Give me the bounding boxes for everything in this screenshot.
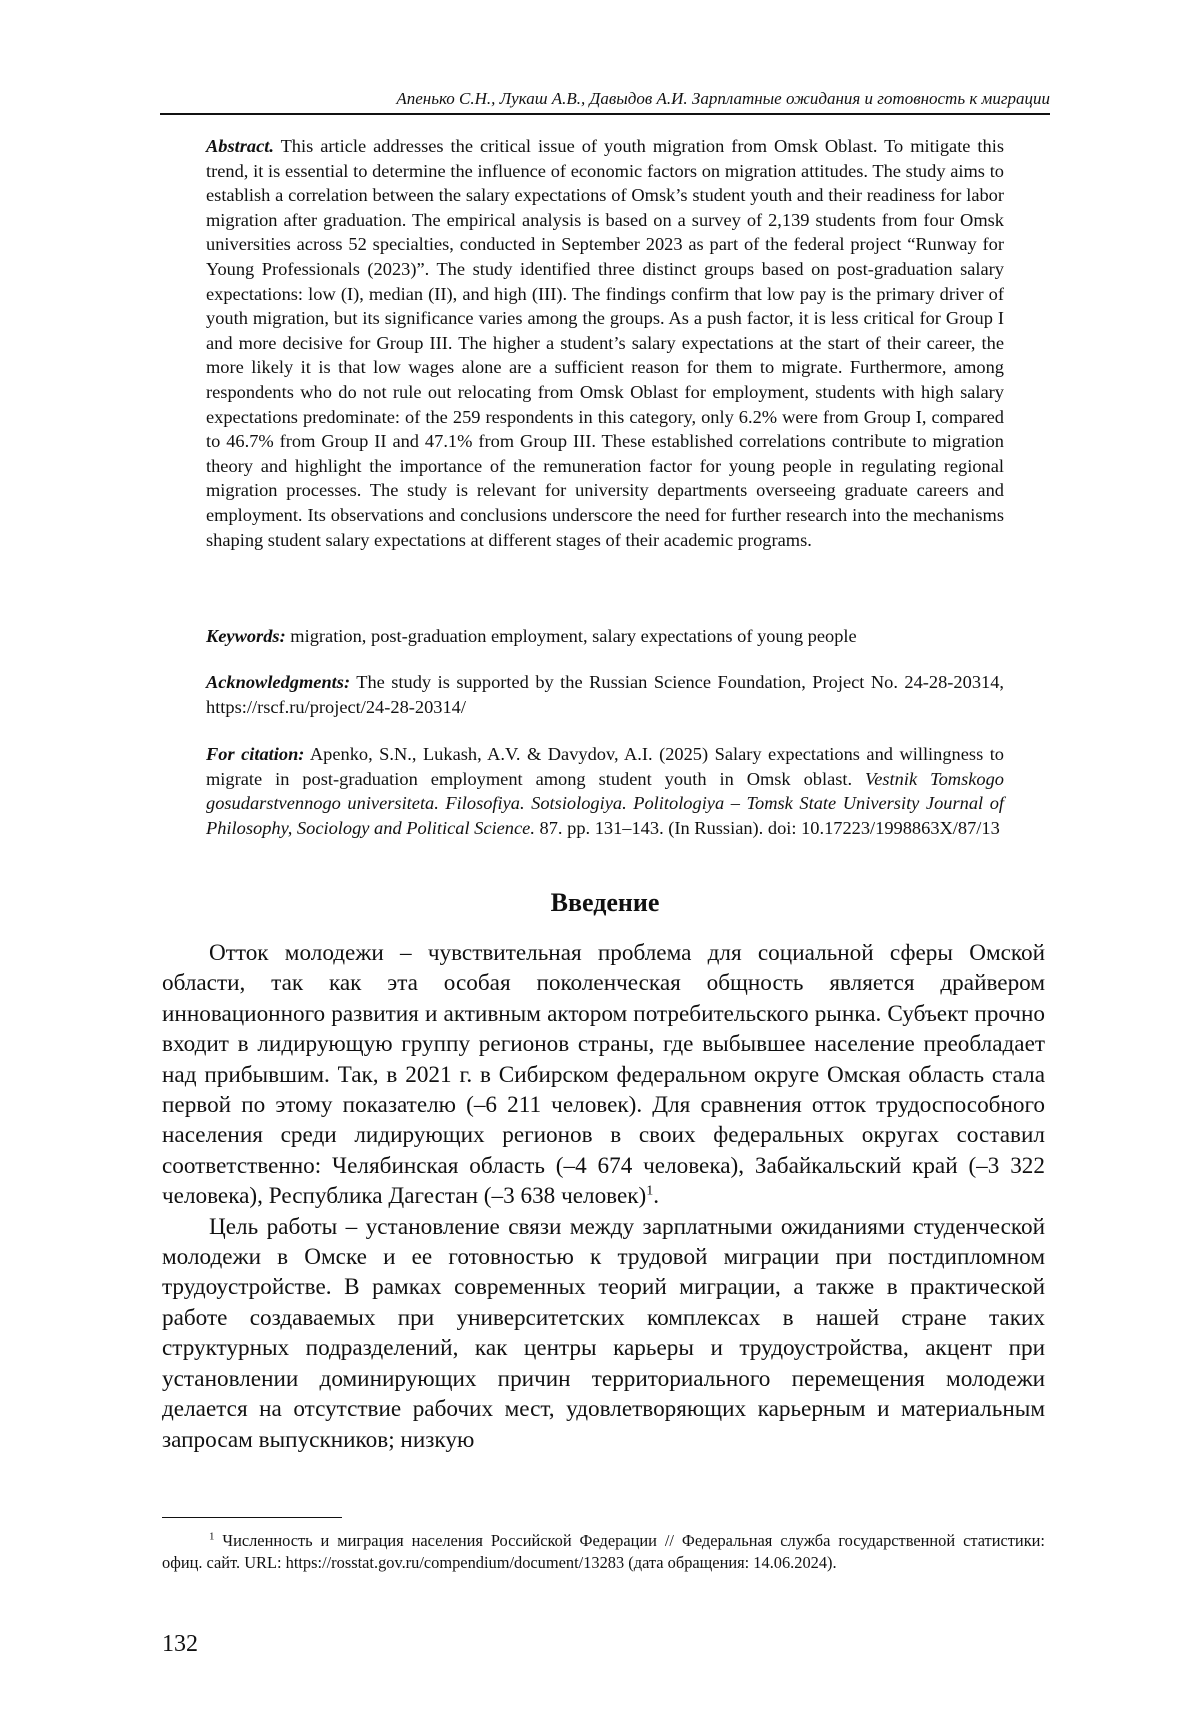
section-title: Введение	[550, 888, 660, 917]
citation-lead: Apenko, S.N., Lukash, A.V. & Davydov, A.I. (2025) Salary expectations and willingness to migrate in post-graduation employment among student youth in Omsk oblast.	[206, 744, 1004, 789]
body-paragraph-1-end: .	[653, 1183, 660, 1210]
running-head: Апенько С.Н., Лукаш А.В., Давыдов А.И. Зарплатные ожидания и готовность к миграции	[396, 89, 1050, 108]
keywords-text: migration, post-graduation employment, salary expectations of young people	[290, 626, 857, 646]
footnote-reference[interactable]: 1	[646, 1183, 654, 1199]
acknowledgments-label: Acknowledgments:	[206, 672, 351, 692]
footnote	[162, 1530, 1045, 1574]
citation-tail: 87. pp. 131–143. (In Russian). doi: 10.17223/1998863X/87/13	[539, 817, 1000, 838]
citation-journal: Vestnik Tomskogo gosudarstvennogo universiteta. Filosofiya. Sotsiologiya. Politologiya – Tomsk State University Journal of Philosophy, Sociology and Political Science.	[206, 768, 1004, 838]
body-text	[162, 938, 1045, 1455]
citation-paragraph	[206, 742, 1004, 840]
abstract-block	[206, 134, 1004, 552]
keywords-paragraph	[206, 624, 1004, 649]
acknowledgments-paragraph	[206, 670, 1004, 719]
keywords-label: Keywords:	[206, 626, 286, 646]
citation-block	[206, 742, 1004, 840]
footnote-mark: 1	[209, 1530, 215, 1543]
page-number: 132	[162, 1631, 198, 1657]
acknowledgments-block	[206, 670, 1004, 719]
footnote-text: Численность и миграция населения Российской Федерации // Федеральная служба государственной статистики: офиц. сайт. URL: https://rosstat.gov.ru/compendium/document/13283 (дата обращения: 14.06.2024).	[162, 1531, 1045, 1572]
citation-label: For citation:	[206, 744, 305, 764]
body-paragraph-1-text: Отток молодежи – чувствительная проблема для социальной сферы Омской области, так как эта особая поколенческая общность является драйвером инновационного развития и активным актором потребительского рынка. Субъект прочно входит в лидирующую группу регионов страны, где выбывшее население преобладает над прибывшим. Так, в 2021 г. в Сибирском федеральном округе Омская область стала первой по этому показателю (–6 211 человек). Для сравнения отток трудоспособного населения среди лидирующих регионов в своих федеральных округах составил соответственно: Челябинская область (–4 674 человека), Забайкальский край (–3 322 человека), Республика Дагестан (–3 638 человек)	[162, 940, 1045, 1210]
keywords-block	[206, 624, 1004, 649]
abstract-text: This article addresses the critical issue of youth migration from Omsk Oblast. To mitigate this trend, it is essential to determine the influence of economic factors on migration attitudes. The study aims to establish a correlation between the salary expectations of Omsk’s student youth and their readiness for labor migration after graduation. The empirical analysis is based on a survey of 2,139 students from four Omsk universities across 52 specialties, conducted in September 2023 as part of the federal project “Runway for Young Professionals (2023)”. The study identified three distinct groups based on post-graduation salary expectations: low (I), median (II), and high (III). The findings confirm that low pay is the primary driver of youth migration, but its significance varies among the groups. As a push factor, it is less critical for Group I and more decisive for Group III. The higher a student’s salary expectations at the start of their career, the more likely it is that low wages alone are a sufficient reason for them to migrate. Furthermore, among respondents who do not rule out relocating from Omsk Oblast for employment, students with high salary expectations predominate: of the 259 respondents in this category, only 6.2% were from Group I, compared to 46.7% from Group II and 47.1% from Group III. These established correlations contribute to migration theory and highlight the importance of the remuneration factor for young people in regulating regional migration processes. The study is relevant for university departments overseeing graduate careers and employment. Its observations and conclusions underscore the need for further research into the mechanisms shaping student salary expectations at different stages of their academic programs.	[206, 136, 1004, 550]
abstract-label: Abstract.	[206, 136, 274, 156]
footnote-rule	[162, 1517, 342, 1518]
abstract-paragraph	[206, 134, 1004, 552]
body-paragraph-2: Цель работы – установление связи между зарплатными ожиданиями студенческой молодежи в Омске и ее готовностью к трудовой миграции при постдипломном трудоустройстве. В рамках современных теорий миграции, а также в практической работе создаваемых при университетских комплексах в нашей стране таких структурных подразделений, как центры карьеры и трудоустройства, акцент при установлении доминирующих причин территориального перемещения молодежи делается на отсутствие рабочих мест, удовлетворяющих карьерным и материальным запросам выпускников; низкую	[162, 1213, 1045, 1453]
acknowledgments-text: The study is supported by the Russian Science Foundation, Project No. 24-28-20314, https://rscf.ru/project/24-28-20314/	[206, 672, 1005, 717]
header-rule	[160, 113, 1050, 115]
body-paragraph-1	[162, 938, 1045, 1212]
